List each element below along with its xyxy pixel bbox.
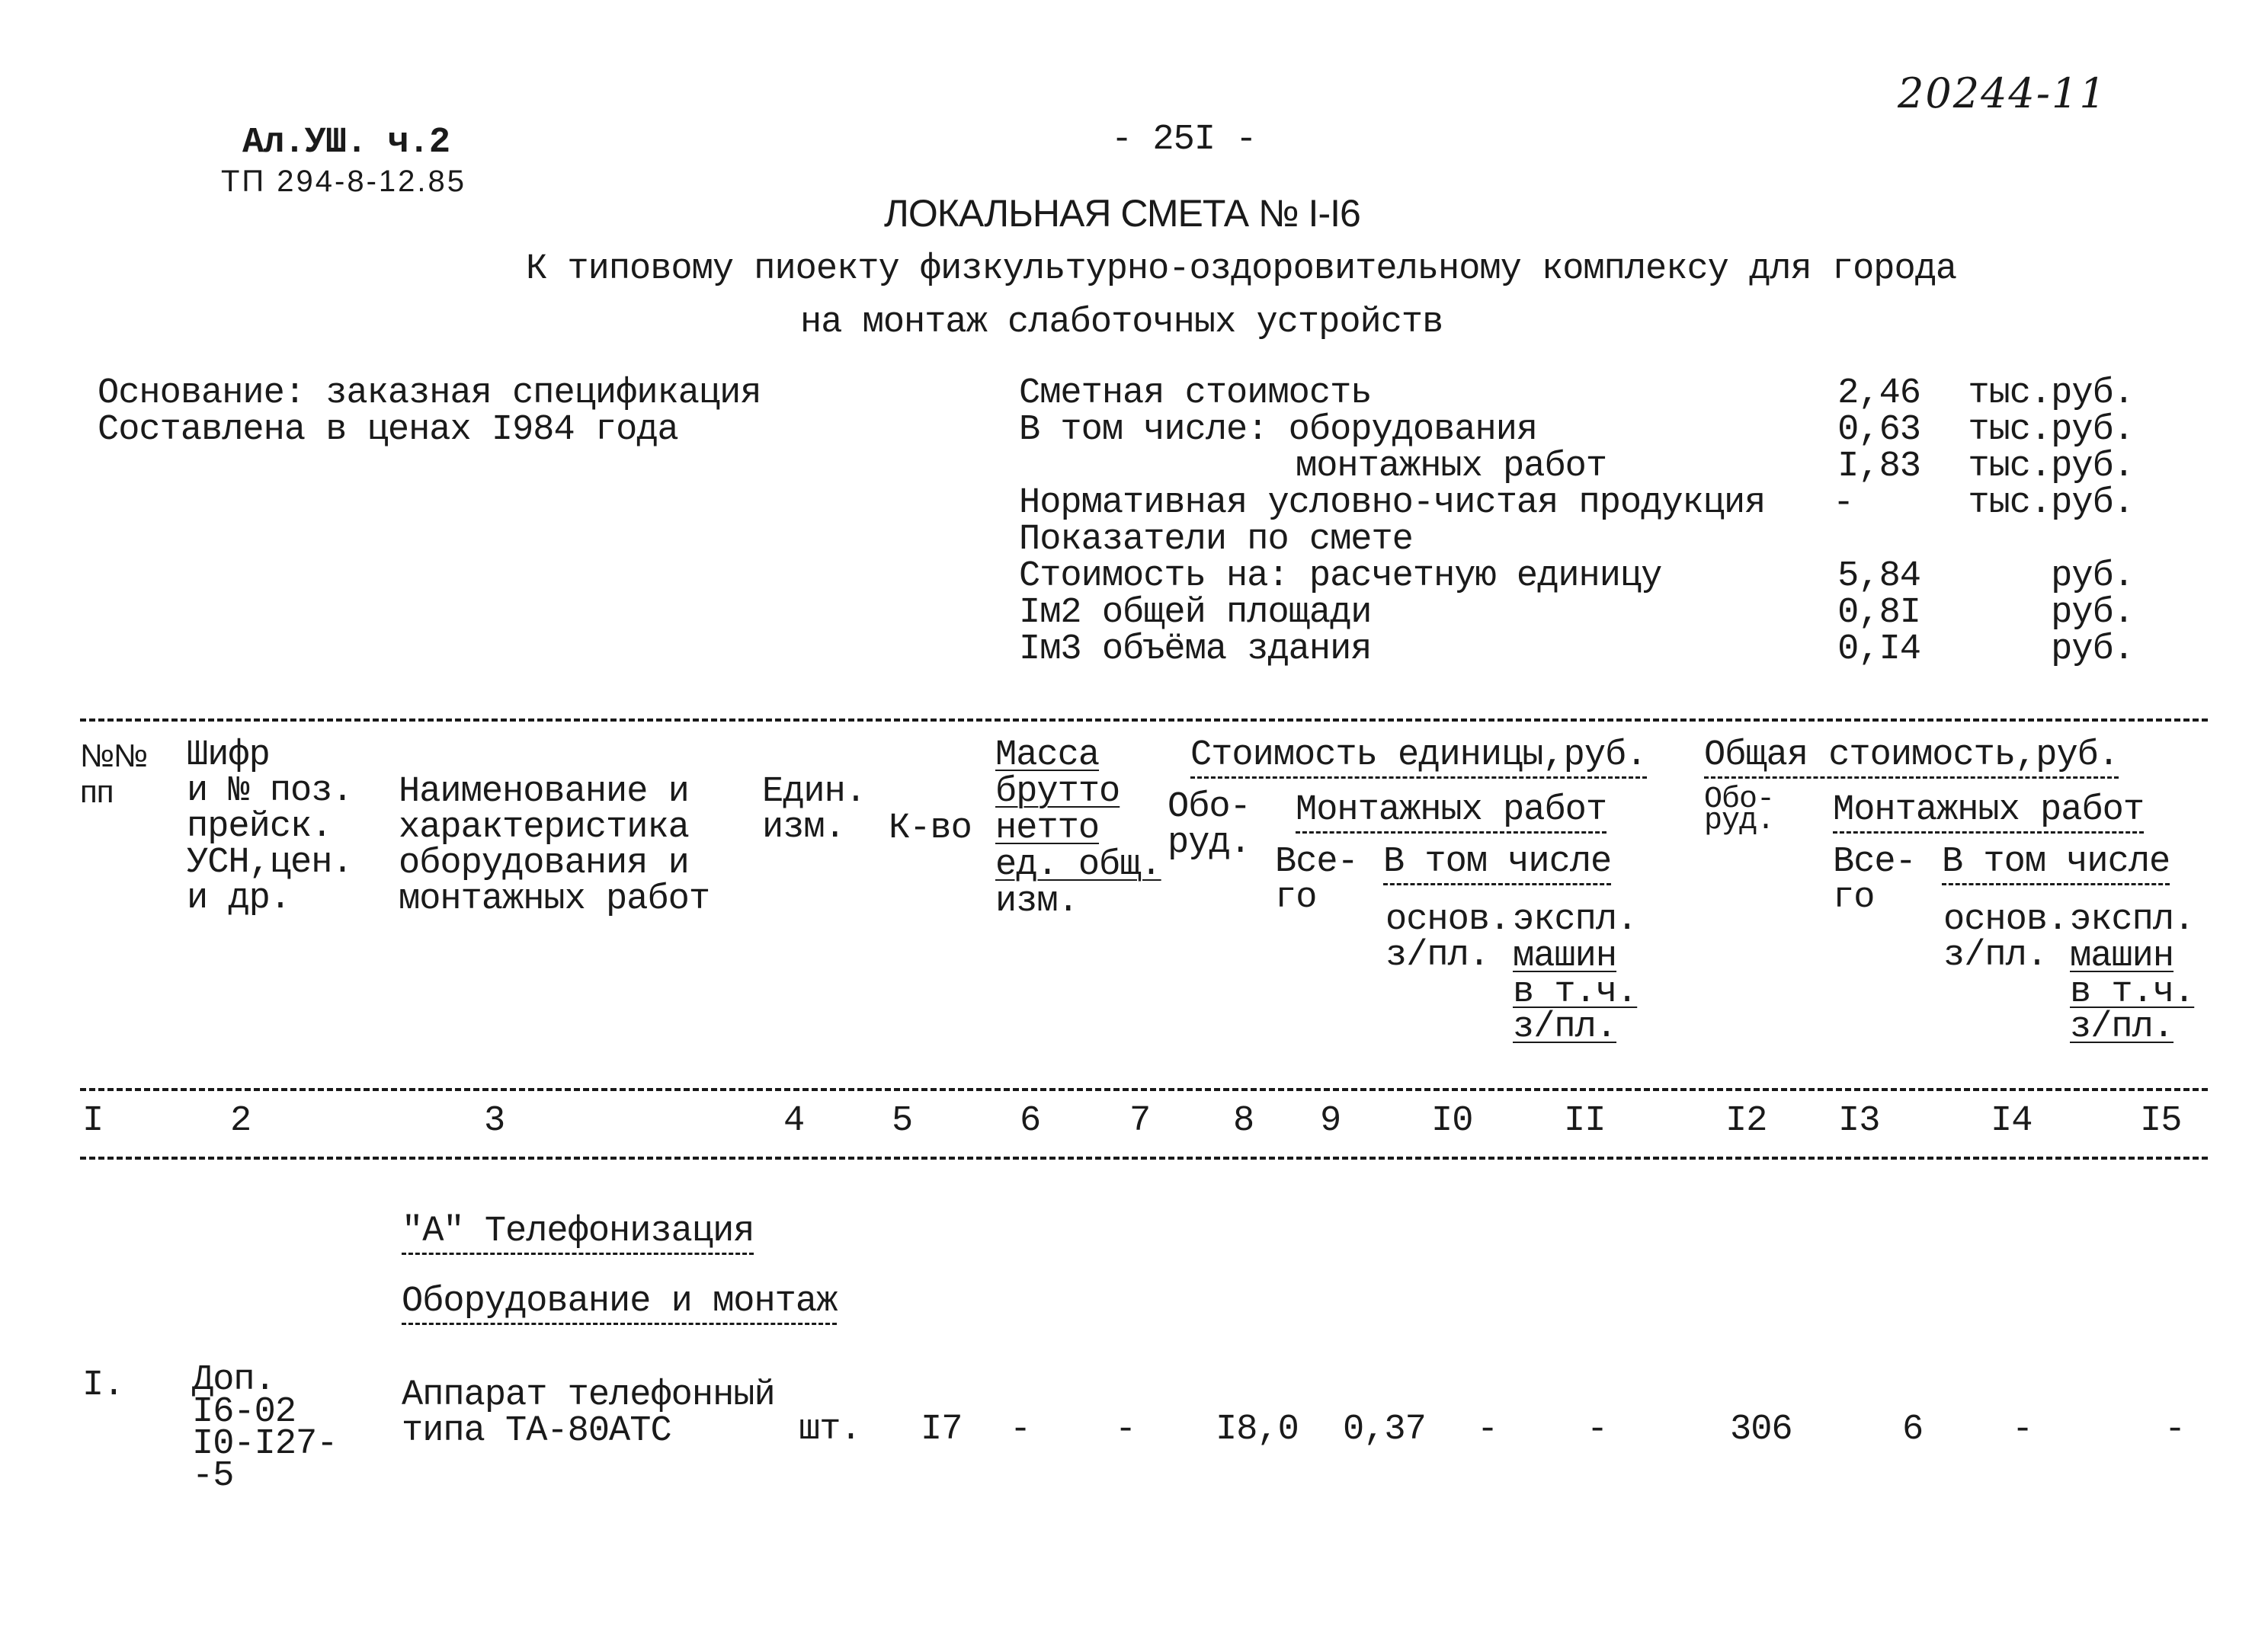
summary-value: 0,I4 <box>1837 629 1920 670</box>
row-number: I. <box>82 1365 124 1406</box>
summary-label: Стоимость на: расчетную единицу <box>1019 556 1662 597</box>
column-number: 4 <box>783 1101 805 1141</box>
header-base-wage: основ. з/пл. <box>1385 900 1510 976</box>
section-subtitle: Оборудование и монтаж <box>402 1284 837 1325</box>
summary-label: Показатели по смете <box>1019 520 1413 560</box>
column-number: I5 <box>2140 1101 2182 1141</box>
row-mounting-unit: 0,37 <box>1343 1410 1426 1450</box>
summary-label: Iм2 общей площади <box>1019 593 1372 633</box>
row-equipment-unit: I8,0 <box>1216 1410 1299 1450</box>
summary-unit: тыс.руб. <box>1968 483 2134 523</box>
row-equipment-total: 306 <box>1730 1410 1792 1450</box>
column-numbers-bottom-rule <box>80 1157 2208 1160</box>
table-top-rule <box>80 718 2208 722</box>
column-number: 9 <box>1320 1101 1341 1141</box>
document-title: ЛОКАЛЬНАЯ СМЕТА № I-I6 <box>884 192 1360 235</box>
row-base-wage-unit: - <box>1477 1410 1498 1450</box>
row-mass-unit: - <box>1010 1410 1031 1450</box>
header-mounting-works-total: Монтажных работ <box>1833 792 2144 834</box>
row-unit: шт. <box>799 1410 861 1450</box>
summary-unit: руб. <box>2051 556 2134 597</box>
column-number: I2 <box>1725 1101 1767 1141</box>
summary-unit: руб. <box>2051 629 2134 670</box>
header-quantity: К-во <box>889 808 972 849</box>
summary-label: Сметная стоимость <box>1019 373 1372 414</box>
page-number: - 25I - <box>1111 120 1257 160</box>
header-equipment-total: Обо- руд. <box>1704 782 1775 838</box>
basis-line: Основание: заказная спецификация <box>98 373 761 414</box>
header-machines-4: машин <box>2070 936 2174 977</box>
header-including: В том числе <box>1383 844 1611 885</box>
row-name: Аппарат телефонный типа ТА-80АТС <box>402 1375 775 1451</box>
summary-unit: тыс.руб. <box>1968 410 2134 450</box>
header-including-2: В том числе <box>1942 844 2170 885</box>
header-total-all: Все- го <box>1275 842 1358 918</box>
header-machines-2: машин <box>1513 936 1617 977</box>
row-quantity: I7 <box>921 1410 963 1450</box>
header-row-number: №№ пп <box>80 738 148 809</box>
row-mounting-total: 6 <box>1902 1410 1924 1450</box>
column-number: 7 <box>1129 1101 1151 1141</box>
summary-value: I,83 <box>1837 446 1920 487</box>
header-mounting-works: Монтажных работ <box>1296 792 1606 834</box>
column-number: I0 <box>1431 1101 1473 1141</box>
row-code: Доп. I6-02 I0-I27- -5 <box>192 1360 338 1496</box>
project-code: ТП 294-8-12.85 <box>221 165 467 198</box>
header-total-cost: Общая стоимость,руб. <box>1704 738 2119 779</box>
header-unit-cost: Стоимость единицы,руб. <box>1190 738 1647 779</box>
column-number: II <box>1564 1101 1606 1141</box>
header-incl-wage-2: в т.ч. з/пл. <box>2070 972 2195 1048</box>
summary-label: В том числе: оборудования <box>1019 410 1538 450</box>
row-base-wage-total: - <box>2012 1410 2033 1450</box>
header-bottom-rule <box>80 1088 2208 1091</box>
header-mass-izm: изм. <box>995 882 1078 922</box>
header-machines: экспл. <box>1513 900 1638 940</box>
header-mass-net: нетто <box>995 808 1100 849</box>
summary-value: - <box>1833 483 1854 523</box>
header-mass-gross: брутто <box>995 772 1120 812</box>
summary-unit: тыс.руб. <box>1968 446 2134 487</box>
summary-unit: тыс.руб. <box>1968 373 2134 414</box>
summary-unit: руб. <box>2051 593 2134 633</box>
row-machines-unit: - <box>1587 1410 1608 1450</box>
header-mass-unit: ед. общ. <box>995 845 1161 885</box>
header-equipment: Обо- руд. <box>1168 787 1251 863</box>
summary-label: монтажных работ <box>1296 446 1607 487</box>
prices-line: Составлена в ценах I984 года <box>98 410 678 450</box>
summary-value: 0,8I <box>1837 593 1920 633</box>
column-number: 5 <box>892 1101 913 1141</box>
album-reference: Ал.УШ. ч.2 <box>242 123 450 163</box>
header-incl-wage: в т.ч. з/пл. <box>1513 972 1638 1048</box>
summary-label: Нормативная условно-чистая продукция <box>1019 483 1766 523</box>
summary-label: Iм3 объёма здания <box>1019 629 1372 670</box>
column-number: 6 <box>1020 1101 1041 1141</box>
summary-value: 5,84 <box>1837 556 1920 597</box>
summary-value: 0,63 <box>1837 410 1920 450</box>
header-base-wage-2: основ. з/пл. <box>1943 900 2068 976</box>
header-mass: Масса <box>995 735 1100 776</box>
header-total-all-2: Все- го <box>1833 842 1916 918</box>
summary-value: 2,46 <box>1837 373 1920 414</box>
header-name: Наименование и характеристика оборудования и монтажных работ <box>399 772 710 920</box>
header-unit: Един. изм. <box>762 772 867 848</box>
header-code: Шифр и № поз. прейск. УСН,цен. и др. <box>187 735 353 919</box>
section-title: "А" Телефонизация <box>402 1214 754 1255</box>
document-subtitle-2: на монтаж слаботочных устройств <box>800 302 1443 343</box>
document-subtitle: К типовому пиоекту физкультурно-оздоровительному комплексу для города <box>526 249 1957 290</box>
handwritten-code: 20244-11 <box>1898 69 2107 117</box>
column-number: 3 <box>484 1101 505 1141</box>
column-number: I <box>82 1101 104 1141</box>
row-machines-total: - <box>2164 1410 2186 1450</box>
column-number: I4 <box>1991 1101 2033 1141</box>
column-number: 8 <box>1233 1101 1254 1141</box>
column-number: I3 <box>1838 1101 1880 1141</box>
header-machines-3: экспл. <box>2070 900 2195 940</box>
row-mass-total: - <box>1115 1410 1136 1450</box>
column-number: 2 <box>230 1101 251 1141</box>
